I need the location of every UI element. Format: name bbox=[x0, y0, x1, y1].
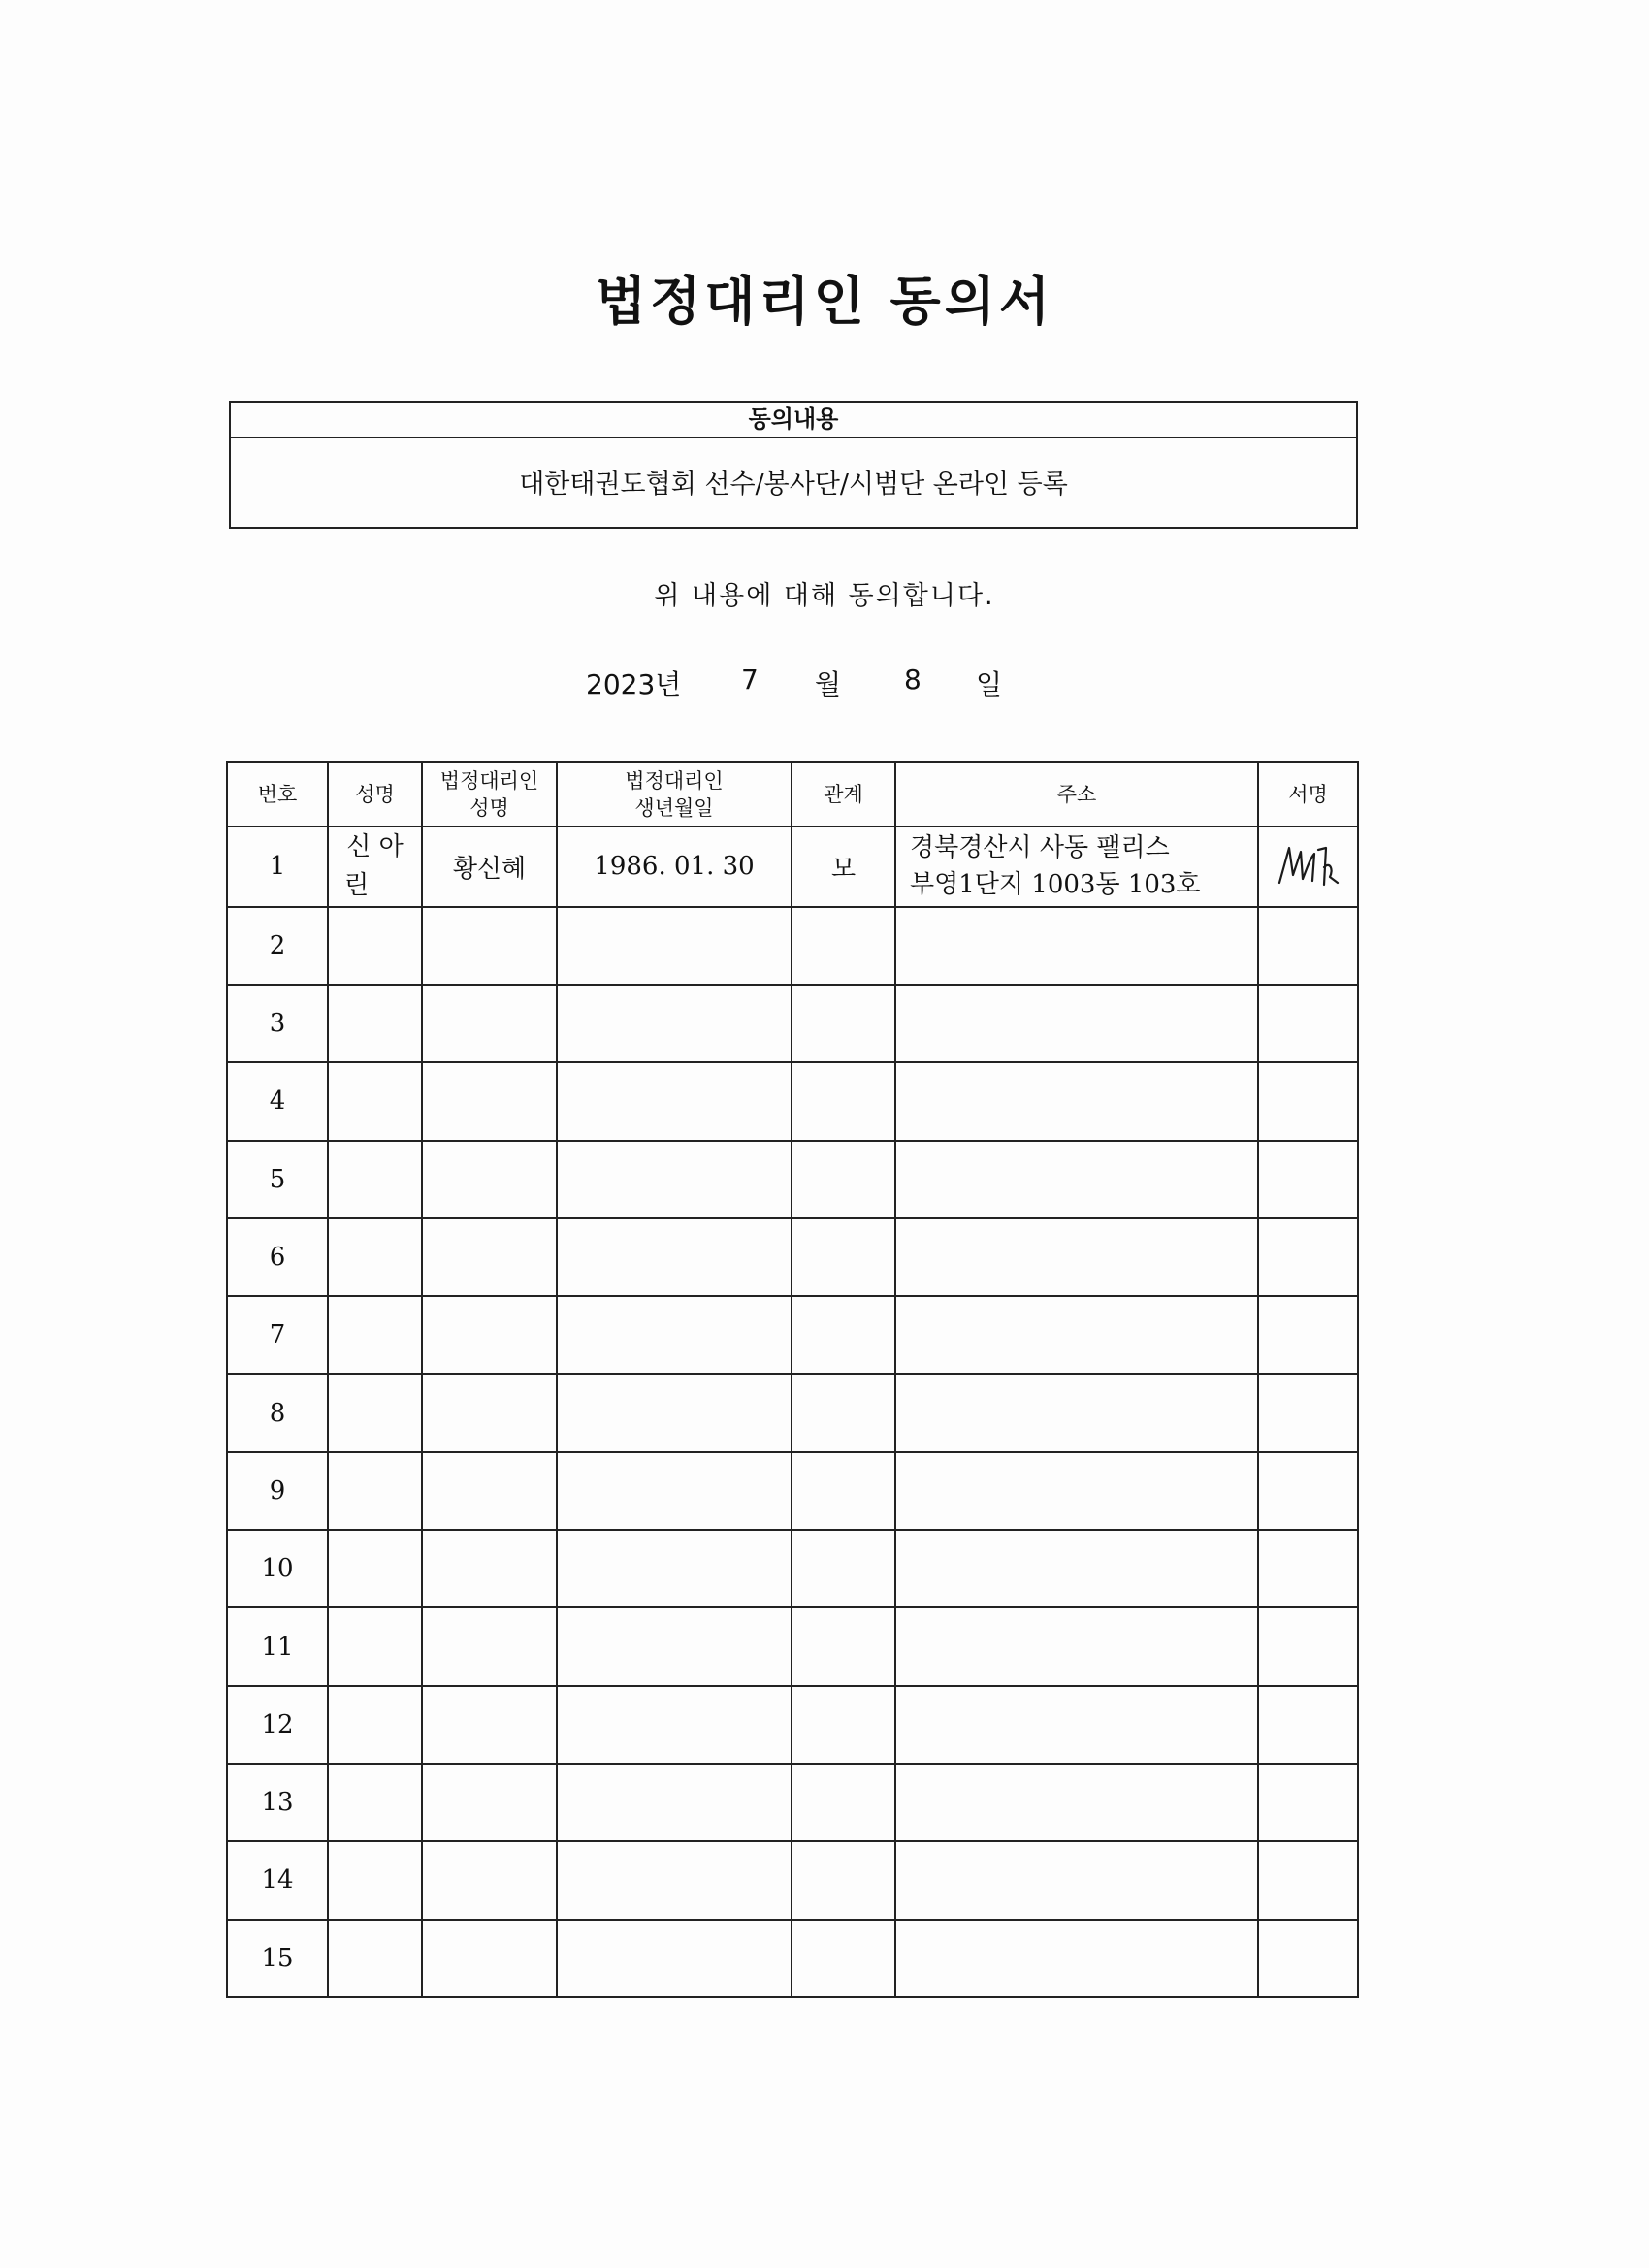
row-no: 15 bbox=[227, 1920, 328, 1997]
row-name bbox=[328, 907, 422, 985]
row-guardian-name bbox=[422, 1686, 557, 1764]
row-guardian-birth: 1986. 01. 30 bbox=[557, 826, 792, 906]
row-name-line2: 린 bbox=[344, 871, 370, 901]
row-name bbox=[328, 1920, 422, 1997]
header-address: 주소 bbox=[895, 762, 1258, 826]
row-address bbox=[895, 1296, 1258, 1374]
row-signature bbox=[1258, 1764, 1358, 1841]
table-row bbox=[227, 1607, 1358, 1685]
row-no: 2 bbox=[227, 907, 328, 985]
row-no: 1 bbox=[227, 826, 328, 906]
row-guardian-birth bbox=[557, 1218, 792, 1296]
date-day: 8 bbox=[904, 664, 922, 696]
header-signature: 서명 bbox=[1258, 762, 1358, 826]
table-row bbox=[227, 1530, 1358, 1607]
row-guardian-name: 황신혜 bbox=[422, 826, 557, 906]
row-signature bbox=[1258, 907, 1358, 985]
row-relation bbox=[792, 1218, 895, 1296]
header-name: 성명 bbox=[328, 762, 422, 826]
table-row bbox=[227, 1141, 1358, 1218]
row-relation bbox=[792, 1764, 895, 1841]
row-guardian-name bbox=[422, 1374, 557, 1451]
row-name bbox=[328, 1296, 422, 1374]
row-address bbox=[895, 1218, 1258, 1296]
consent-header: 동의내용 bbox=[231, 403, 1356, 438]
row-address bbox=[895, 1920, 1258, 1997]
row-guardian-birth bbox=[557, 907, 792, 985]
row-address bbox=[895, 1452, 1258, 1530]
row-guardian-birth bbox=[557, 1141, 792, 1218]
row-guardian-birth bbox=[557, 1920, 792, 1997]
row-address bbox=[895, 826, 1258, 906]
table-row bbox=[227, 1841, 1358, 1919]
header-guardian-birth bbox=[557, 762, 792, 826]
guardian-table bbox=[226, 761, 1359, 1998]
table-row bbox=[227, 985, 1358, 1062]
row-address-line1: 경북경산시 사동 팰리스 bbox=[910, 833, 1170, 863]
row-no: 11 bbox=[227, 1607, 328, 1685]
table-row bbox=[227, 1452, 1358, 1530]
table-header-row bbox=[227, 762, 1358, 826]
consent-box bbox=[229, 401, 1358, 529]
row-relation bbox=[792, 985, 895, 1062]
row-address bbox=[895, 1764, 1258, 1841]
row-signature bbox=[1258, 1920, 1358, 1997]
row-guardian-name bbox=[422, 1530, 557, 1607]
row-guardian-birth bbox=[557, 1374, 792, 1451]
row-address bbox=[895, 1530, 1258, 1607]
document-title: 법정대리인 동의서 bbox=[595, 271, 1054, 332]
row-name bbox=[328, 1452, 422, 1530]
row-guardian-name bbox=[422, 1764, 557, 1841]
row-name-line1: 신 아 bbox=[346, 832, 404, 862]
date-year: 2023년 bbox=[586, 668, 682, 700]
row-guardian-birth bbox=[557, 1062, 792, 1140]
table-row bbox=[227, 1218, 1358, 1296]
row-signature bbox=[1258, 1841, 1358, 1919]
handwritten-signature bbox=[1270, 840, 1347, 892]
consent-body: 대한태권도협회 선수/봉사단/시범단 온라인 등록 bbox=[519, 470, 1068, 500]
row-guardian-birth bbox=[557, 1841, 792, 1919]
row-guardian-name bbox=[422, 1607, 557, 1685]
row-no: 12 bbox=[227, 1686, 328, 1764]
row-no: 5 bbox=[227, 1141, 328, 1218]
row-relation bbox=[792, 1841, 895, 1919]
row-guardian-name bbox=[422, 1218, 557, 1296]
row-no: 8 bbox=[227, 1374, 328, 1451]
row-name bbox=[328, 1218, 422, 1296]
row-relation bbox=[792, 1686, 895, 1764]
row-address bbox=[895, 1607, 1258, 1685]
row-signature bbox=[1258, 826, 1358, 906]
header-guardian-name bbox=[422, 762, 557, 826]
row-address bbox=[895, 907, 1258, 985]
row-guardian-name bbox=[422, 1920, 557, 1997]
row-name bbox=[328, 1062, 422, 1140]
row-address bbox=[895, 985, 1258, 1062]
row-no: 3 bbox=[227, 985, 328, 1062]
row-guardian-name bbox=[422, 1296, 557, 1374]
row-relation bbox=[792, 1062, 895, 1140]
row-name bbox=[328, 1374, 422, 1451]
table-row bbox=[227, 1062, 1358, 1140]
row-guardian-birth bbox=[557, 985, 792, 1062]
row-name bbox=[328, 1764, 422, 1841]
table-row bbox=[227, 1374, 1358, 1451]
row-guardian-birth bbox=[557, 1530, 792, 1607]
row-no: 9 bbox=[227, 1452, 328, 1530]
header-guardian-name-line2: 성명 bbox=[469, 796, 509, 821]
row-no: 6 bbox=[227, 1218, 328, 1296]
table-row bbox=[227, 1920, 1358, 1997]
row-name bbox=[328, 826, 422, 906]
row-address bbox=[895, 1062, 1258, 1140]
row-guardian-birth bbox=[557, 1686, 792, 1764]
row-guardian-birth bbox=[557, 1452, 792, 1530]
date-month-unit: 월 bbox=[815, 668, 842, 700]
table-row bbox=[227, 1296, 1358, 1374]
row-name bbox=[328, 1607, 422, 1685]
row-no: 13 bbox=[227, 1764, 328, 1841]
row-guardian-birth bbox=[557, 1764, 792, 1841]
header-guardian-birth-line2: 생년월일 bbox=[634, 796, 714, 821]
date-day-unit: 일 bbox=[976, 668, 1003, 700]
row-guardian-name bbox=[422, 1841, 557, 1919]
row-address-line2: 부영1단지 1003동 103호 bbox=[910, 870, 1201, 900]
row-no: 10 bbox=[227, 1530, 328, 1607]
row-address bbox=[895, 1141, 1258, 1218]
row-no: 4 bbox=[227, 1062, 328, 1140]
row-signature bbox=[1258, 1374, 1358, 1451]
row-relation bbox=[792, 1374, 895, 1451]
row-name bbox=[328, 1530, 422, 1607]
row-relation: 모 bbox=[792, 826, 895, 906]
row-name bbox=[328, 985, 422, 1062]
row-guardian-name bbox=[422, 1062, 557, 1140]
row-guardian-name bbox=[422, 1141, 557, 1218]
row-address bbox=[895, 1686, 1258, 1764]
table-row bbox=[227, 1764, 1358, 1841]
row-guardian-name bbox=[422, 985, 557, 1062]
header-no: 번호 bbox=[227, 762, 328, 826]
row-name bbox=[328, 1686, 422, 1764]
row-relation bbox=[792, 1296, 895, 1374]
row-signature bbox=[1258, 1218, 1358, 1296]
row-signature bbox=[1258, 1296, 1358, 1374]
header-guardian-name-line1: 법정대리인 bbox=[439, 769, 539, 794]
table-row bbox=[227, 826, 1358, 906]
row-relation bbox=[792, 1920, 895, 1997]
row-relation bbox=[792, 1141, 895, 1218]
header-guardian-birth-line1: 법정대리인 bbox=[625, 769, 724, 794]
row-address bbox=[895, 1374, 1258, 1451]
row-signature bbox=[1258, 1686, 1358, 1764]
row-relation bbox=[792, 1530, 895, 1607]
row-signature bbox=[1258, 1607, 1358, 1685]
row-address bbox=[895, 1841, 1258, 1919]
row-signature bbox=[1258, 1452, 1358, 1530]
row-name bbox=[328, 1841, 422, 1919]
row-name bbox=[328, 1141, 422, 1218]
row-signature bbox=[1258, 1530, 1358, 1607]
row-relation bbox=[792, 1452, 895, 1530]
row-signature bbox=[1258, 1141, 1358, 1218]
row-guardian-name bbox=[422, 1452, 557, 1530]
row-relation bbox=[792, 907, 895, 985]
row-relation bbox=[792, 1607, 895, 1685]
row-signature bbox=[1258, 1062, 1358, 1140]
date-month: 7 bbox=[741, 664, 759, 696]
row-guardian-birth bbox=[557, 1607, 792, 1685]
row-no: 7 bbox=[227, 1296, 328, 1374]
header-relation: 관계 bbox=[792, 762, 895, 826]
table-row bbox=[227, 907, 1358, 985]
row-guardian-name bbox=[422, 907, 557, 985]
agreement-statement: 위 내용에 대해 동의합니다. bbox=[654, 581, 995, 611]
table-row bbox=[227, 1686, 1358, 1764]
row-no: 14 bbox=[227, 1841, 328, 1919]
row-signature bbox=[1258, 985, 1358, 1062]
row-guardian-birth bbox=[557, 1296, 792, 1374]
